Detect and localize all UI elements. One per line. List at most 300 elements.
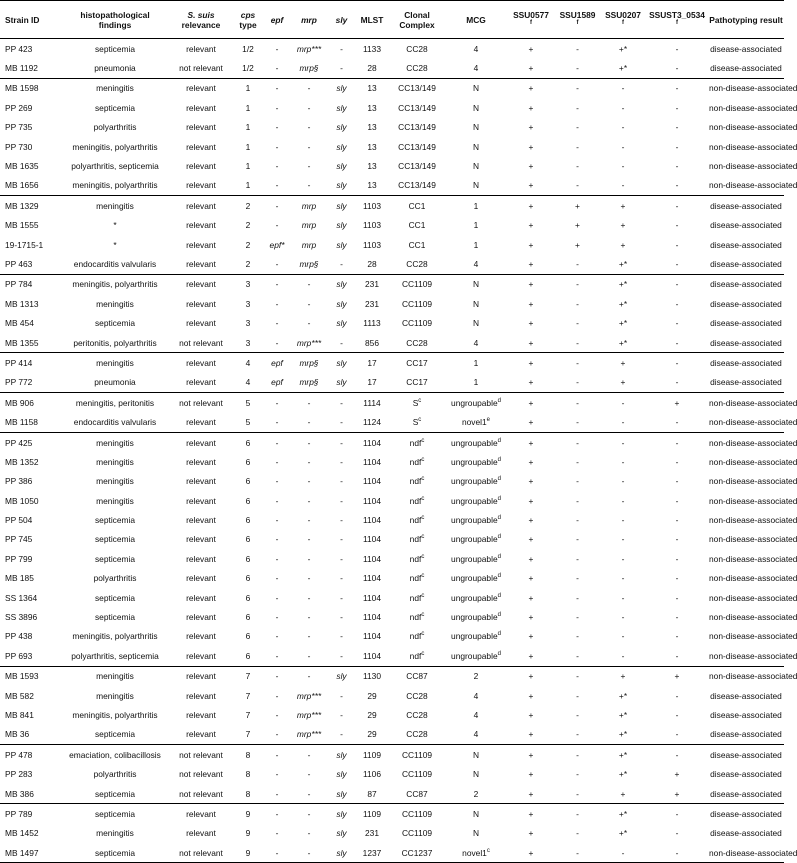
cell-text: 1103 (362, 220, 381, 231)
cell-text: disease-associated (710, 788, 782, 799)
cell-text: ungroupable (451, 495, 498, 506)
column-header-text: histopathological (80, 9, 150, 20)
cell-text: + (528, 631, 534, 642)
cell-mlst (355, 196, 389, 216)
cell-sly (328, 530, 355, 549)
cell-text: 1133 (362, 43, 381, 54)
cell-text: - (675, 200, 679, 211)
cell-text: - (675, 180, 679, 191)
cell-text: mrp§ (299, 63, 319, 74)
cell-text: 1104 (362, 476, 381, 487)
cell-text: MB 841 (5, 709, 34, 720)
cell-text: - (340, 729, 343, 740)
cell-text: 3 (245, 298, 251, 309)
cell-mlst (355, 824, 389, 843)
cell-text: meningitis (96, 476, 134, 487)
cell-ssu0207 (600, 39, 646, 59)
table-row (0, 646, 784, 666)
cell-text: epf (271, 377, 283, 388)
cell-text: - (576, 788, 579, 799)
cell-text: N (472, 102, 480, 113)
cell-text: epf (271, 357, 283, 368)
footnote-marker: c (421, 554, 425, 561)
cell-histo (60, 764, 170, 783)
cell-text: not relevant (179, 769, 223, 780)
cell-text: 17 (367, 377, 377, 388)
cell-result (708, 78, 797, 98)
cell-text: N (472, 828, 480, 839)
cell-text: 6 (245, 573, 251, 584)
cell-text: SS 3896 (5, 612, 38, 623)
cell-text: - (576, 671, 579, 682)
cell-text: PP 789 (5, 808, 33, 819)
cell-mrp (290, 235, 328, 254)
cell-text: - (576, 553, 579, 564)
cell-text: sly (336, 769, 347, 780)
footnote-marker: d (497, 612, 501, 619)
cell-text: not relevant (179, 788, 223, 799)
cell-text: septicemia (94, 788, 136, 799)
cell-epf (264, 274, 290, 294)
cell-text: 7 (245, 671, 251, 682)
cell-text: - (675, 729, 679, 740)
cell-text: - (675, 417, 679, 428)
cell-epf (264, 686, 290, 705)
footnote-marker: f (676, 19, 678, 26)
cell-text: - (576, 709, 579, 720)
cell-text: 4 (245, 357, 251, 368)
cell-text: ndf (409, 476, 422, 487)
cell-text: - (275, 828, 279, 839)
cell-text: 17 (367, 357, 377, 368)
cell-sly (328, 804, 355, 824)
cell-sly (328, 393, 355, 413)
cell-result (708, 745, 784, 765)
cell-cps (232, 432, 264, 452)
cell-text: MB 1352 (5, 456, 39, 467)
cell-result (708, 824, 784, 843)
cell-text: disease-associated (710, 337, 782, 348)
cell-text: + (528, 200, 534, 211)
cell-sly (328, 176, 355, 196)
cell-text: non-disease-associated (709, 437, 797, 448)
cell-text: 1104 (362, 534, 381, 545)
cell-mrp (290, 510, 328, 529)
cell-text: mrp§ (299, 357, 319, 368)
cell-text: + (674, 671, 680, 682)
cell-text: 2 (245, 200, 251, 211)
cell-text: - (621, 417, 625, 428)
cell-ssu1589 (555, 705, 600, 724)
cell-text: 19-1715-1 (5, 239, 44, 250)
cell-ssu0207 (600, 137, 646, 156)
cell-ssu1589 (555, 530, 600, 549)
column-header-text: cps (240, 9, 256, 20)
cell-text: sly (336, 239, 347, 250)
cell-text: CC28 (406, 63, 428, 74)
cell-text: 4 (473, 729, 479, 740)
cell-epf (264, 784, 290, 804)
table-row (0, 196, 784, 216)
cell-text: relevant (186, 180, 216, 191)
cell-sly (328, 78, 355, 98)
cell-text: - (576, 749, 579, 760)
cell-histo (60, 843, 170, 863)
cell-mcg (445, 294, 507, 313)
cell-text: - (307, 515, 311, 526)
cell-text: meningitis, polyarthritis (72, 709, 158, 720)
cell-text: sly (336, 200, 347, 211)
cell-text: - (275, 318, 279, 329)
cell-text: + (620, 357, 626, 368)
cell-epf (264, 118, 290, 137)
cell-text: PP 735 (5, 122, 33, 133)
cell-epf (264, 176, 290, 196)
cell-mlst (355, 254, 389, 274)
cell-text: - (576, 690, 579, 701)
cell-ssust3 (646, 843, 708, 863)
cell-ssu0207 (600, 432, 646, 452)
cell-ssu0207 (600, 764, 646, 783)
cell-text: non-disease-associated (709, 456, 797, 467)
cell-ssu1589 (555, 843, 600, 863)
cell-mlst (355, 294, 389, 313)
cell-text: novel1 (462, 847, 487, 858)
cell-mrp (290, 824, 328, 843)
cell-sly (328, 705, 355, 724)
footnote-marker: d (497, 592, 501, 599)
cell-cc (389, 412, 445, 432)
cell-ssu0577 (507, 764, 555, 783)
cell-cc (389, 549, 445, 568)
cell-ssu1589 (555, 686, 600, 705)
column-header-text: Complex (399, 19, 435, 30)
table-row (0, 491, 784, 510)
cell-ssust3 (646, 39, 708, 59)
cell-text: - (275, 63, 279, 74)
cell-cps (232, 353, 264, 373)
cell-text: - (307, 456, 311, 467)
cell-ssust3 (646, 510, 708, 529)
cell-mlst (355, 78, 389, 98)
cell-ssu0577 (507, 412, 555, 432)
cell-cc (389, 156, 445, 175)
cell-ssust3 (646, 530, 708, 549)
cell-ssu0577 (507, 745, 555, 765)
cell-cps (232, 313, 264, 332)
cell-strain (0, 607, 60, 626)
table-row (0, 39, 784, 59)
cell-ssu0207 (600, 235, 646, 254)
cell-ssu1589 (555, 156, 600, 175)
cell-text: relevant (186, 495, 216, 506)
cell-result (708, 39, 784, 59)
cell-strain (0, 745, 60, 765)
cell-ssu0207 (600, 491, 646, 510)
cell-ssu0577 (507, 373, 555, 393)
cell-result (708, 510, 797, 529)
cell-text: PP 283 (5, 769, 33, 780)
cell-relevance (170, 39, 232, 59)
column-header-sly (328, 1, 355, 39)
cell-strain (0, 333, 60, 353)
cell-mcg (445, 58, 507, 78)
footnote-marker: d (497, 457, 501, 464)
cell-text: - (621, 397, 625, 408)
cell-ssu0577 (507, 196, 555, 216)
cell-histo (60, 39, 170, 59)
cell-text: - (340, 650, 343, 661)
footnote-marker: d (497, 631, 501, 638)
table-row (0, 666, 784, 686)
cell-ssu0577 (507, 627, 555, 646)
footnote-marker: d (497, 495, 501, 502)
cell-epf (264, 98, 290, 117)
cell-relevance (170, 804, 232, 824)
cell-text: mrp*** (296, 337, 322, 348)
cell-histo (60, 176, 170, 196)
cell-mcg (445, 510, 507, 529)
cell-mrp (290, 373, 328, 393)
cell-text: ndf (409, 534, 422, 545)
table-row (0, 607, 784, 626)
cell-text: 3 (245, 337, 251, 348)
cell-ssust3 (646, 646, 708, 666)
cell-text: sly (336, 102, 347, 113)
cell-text: - (307, 828, 311, 839)
cell-ssu0577 (507, 725, 555, 745)
footnote-marker: f (530, 19, 532, 26)
cell-ssu1589 (555, 235, 600, 254)
cell-relevance (170, 393, 232, 413)
cell-epf (264, 549, 290, 568)
cell-sly (328, 294, 355, 313)
cell-text: - (576, 515, 579, 526)
cell-histo (60, 646, 170, 666)
cell-mcg (445, 666, 507, 686)
cell-text: - (675, 220, 679, 231)
cell-ssu1589 (555, 412, 600, 432)
cell-mrp (290, 254, 328, 274)
cell-text: - (621, 141, 625, 152)
cell-ssu0207 (600, 549, 646, 568)
cell-sly (328, 569, 355, 588)
cell-text: CC1 (408, 220, 426, 231)
cell-text: 1 (473, 200, 479, 211)
table-row (0, 472, 784, 491)
cell-text: + (528, 397, 534, 408)
cell-text: 2 (473, 671, 479, 682)
cell-text: - (621, 122, 625, 133)
cell-text: relevant (186, 612, 216, 623)
cell-relevance (170, 824, 232, 843)
cell-text: - (340, 690, 343, 701)
cell-text: - (576, 43, 579, 54)
column-header-text: SSU0207 (605, 9, 641, 20)
cell-text: 29 (367, 690, 377, 701)
table-header (0, 1, 784, 39)
cell-text: - (275, 141, 279, 152)
cell-text: CC1 (408, 200, 426, 211)
cell-text: - (275, 534, 279, 545)
cell-text: endocarditis valvularis (73, 417, 157, 428)
cell-relevance (170, 745, 232, 765)
cell-text: relevant (186, 690, 216, 701)
cell-mcg (445, 705, 507, 724)
footnote-marker: c (421, 651, 425, 657)
column-header-cps (232, 1, 264, 39)
cell-text: - (307, 102, 311, 113)
cell-text: ungroupable (451, 515, 498, 526)
cell-ssu0577 (507, 569, 555, 588)
cell-ssust3 (646, 824, 708, 843)
cell-text: SS 1364 (5, 592, 38, 603)
cell-text: - (340, 612, 343, 623)
cell-text: 1104 (362, 573, 381, 584)
cell-text: - (340, 258, 343, 269)
cell-text: relevant (186, 141, 216, 152)
cell-ssust3 (646, 491, 708, 510)
cell-epf (264, 530, 290, 549)
cell-text: polyarthritis (93, 122, 137, 133)
cell-text: - (275, 788, 279, 799)
cell-text: MB 454 (5, 318, 34, 329)
cell-text: - (307, 161, 311, 172)
cell-text: - (275, 161, 279, 172)
cell-strain (0, 58, 60, 78)
cell-sly (328, 156, 355, 175)
cell-result (708, 588, 797, 607)
cell-text: - (307, 397, 311, 408)
cell-ssu0577 (507, 118, 555, 137)
cell-histo (60, 432, 170, 452)
cell-text: - (340, 592, 343, 603)
footnote-marker: c (486, 847, 490, 854)
cell-ssu0207 (600, 745, 646, 765)
cell-result (708, 686, 784, 705)
cell-text: - (307, 631, 311, 642)
cell-result (708, 196, 784, 216)
cell-text: + (528, 239, 534, 250)
cell-text: + (528, 671, 534, 682)
cell-epf (264, 510, 290, 529)
cell-ssu0577 (507, 607, 555, 626)
table-row (0, 569, 784, 588)
cell-epf (264, 432, 290, 452)
cell-sly (328, 784, 355, 804)
column-header-text: type (239, 19, 257, 30)
cell-text: 6 (245, 631, 251, 642)
cell-text: not relevant (179, 847, 223, 858)
cell-epf (264, 78, 290, 98)
cell-ssu0207 (600, 58, 646, 78)
cell-text: sly (336, 808, 347, 819)
cell-cc (389, 393, 445, 413)
cell-text: - (340, 495, 343, 506)
cell-text: relevant (186, 258, 216, 269)
cell-text: - (275, 515, 279, 526)
cell-text: + (528, 357, 534, 368)
cell-text: + (528, 828, 534, 839)
cell-result (708, 549, 797, 568)
cell-ssu1589 (555, 432, 600, 452)
footnote-marker: e (486, 417, 491, 424)
cell-mlst (355, 373, 389, 393)
cell-mcg (445, 607, 507, 626)
cell-cc (389, 491, 445, 510)
cell-result (708, 784, 784, 804)
cell-text: 1104 (362, 515, 381, 526)
cell-ssust3 (646, 98, 708, 117)
cell-relevance (170, 843, 232, 863)
cell-text: - (340, 417, 343, 428)
cell-relevance (170, 627, 232, 646)
cell-mcg (445, 196, 507, 216)
cell-text: N (472, 298, 480, 309)
cell-text: CC28 (406, 709, 428, 720)
cell-text: 1106 (362, 769, 381, 780)
cell-text: 6 (245, 592, 251, 603)
cell-text: - (576, 437, 579, 448)
table-row (0, 824, 784, 843)
cell-text: meningitis (96, 437, 134, 448)
cell-text: + (575, 220, 580, 231)
cell-ssu0207 (600, 118, 646, 137)
cell-cps (232, 196, 264, 216)
cell-text: - (275, 43, 279, 54)
cell-cc (389, 254, 445, 274)
cell-sly (328, 510, 355, 529)
cell-text: PP 772 (5, 377, 33, 388)
cell-text: - (675, 749, 679, 760)
cell-text: N (472, 318, 480, 329)
cell-result (708, 393, 797, 413)
cell-ssu0577 (507, 432, 555, 452)
cell-cps (232, 607, 264, 626)
cell-text: 5 (245, 397, 251, 408)
cell-histo (60, 666, 170, 686)
cell-ssu0207 (600, 725, 646, 745)
cell-cc (389, 294, 445, 313)
cell-epf (264, 353, 290, 373)
cell-cps (232, 804, 264, 824)
cell-text: - (621, 456, 625, 467)
cell-ssu0577 (507, 137, 555, 156)
cell-strain (0, 530, 60, 549)
cell-epf (264, 646, 290, 666)
cell-ssu0207 (600, 530, 646, 549)
cell-text: 9 (245, 808, 251, 819)
cell-cps (232, 646, 264, 666)
cell-text: ungroupable (451, 592, 498, 603)
cell-text: ungroupable (451, 612, 498, 623)
cell-sly (328, 196, 355, 216)
cell-text: * (113, 220, 117, 231)
cell-ssust3 (646, 196, 708, 216)
cell-histo (60, 491, 170, 510)
cell-text: relevant (186, 709, 216, 720)
cell-text: 1 (245, 122, 251, 133)
cell-text: - (275, 573, 279, 584)
cell-text: polyarthritis (93, 769, 137, 780)
cell-text: - (307, 318, 311, 329)
cell-text: - (675, 553, 679, 564)
cell-mrp (290, 745, 328, 765)
cell-text: + (620, 671, 626, 682)
cell-ssu1589 (555, 353, 600, 373)
cell-mcg (445, 333, 507, 353)
cell-text: 6 (245, 650, 251, 661)
